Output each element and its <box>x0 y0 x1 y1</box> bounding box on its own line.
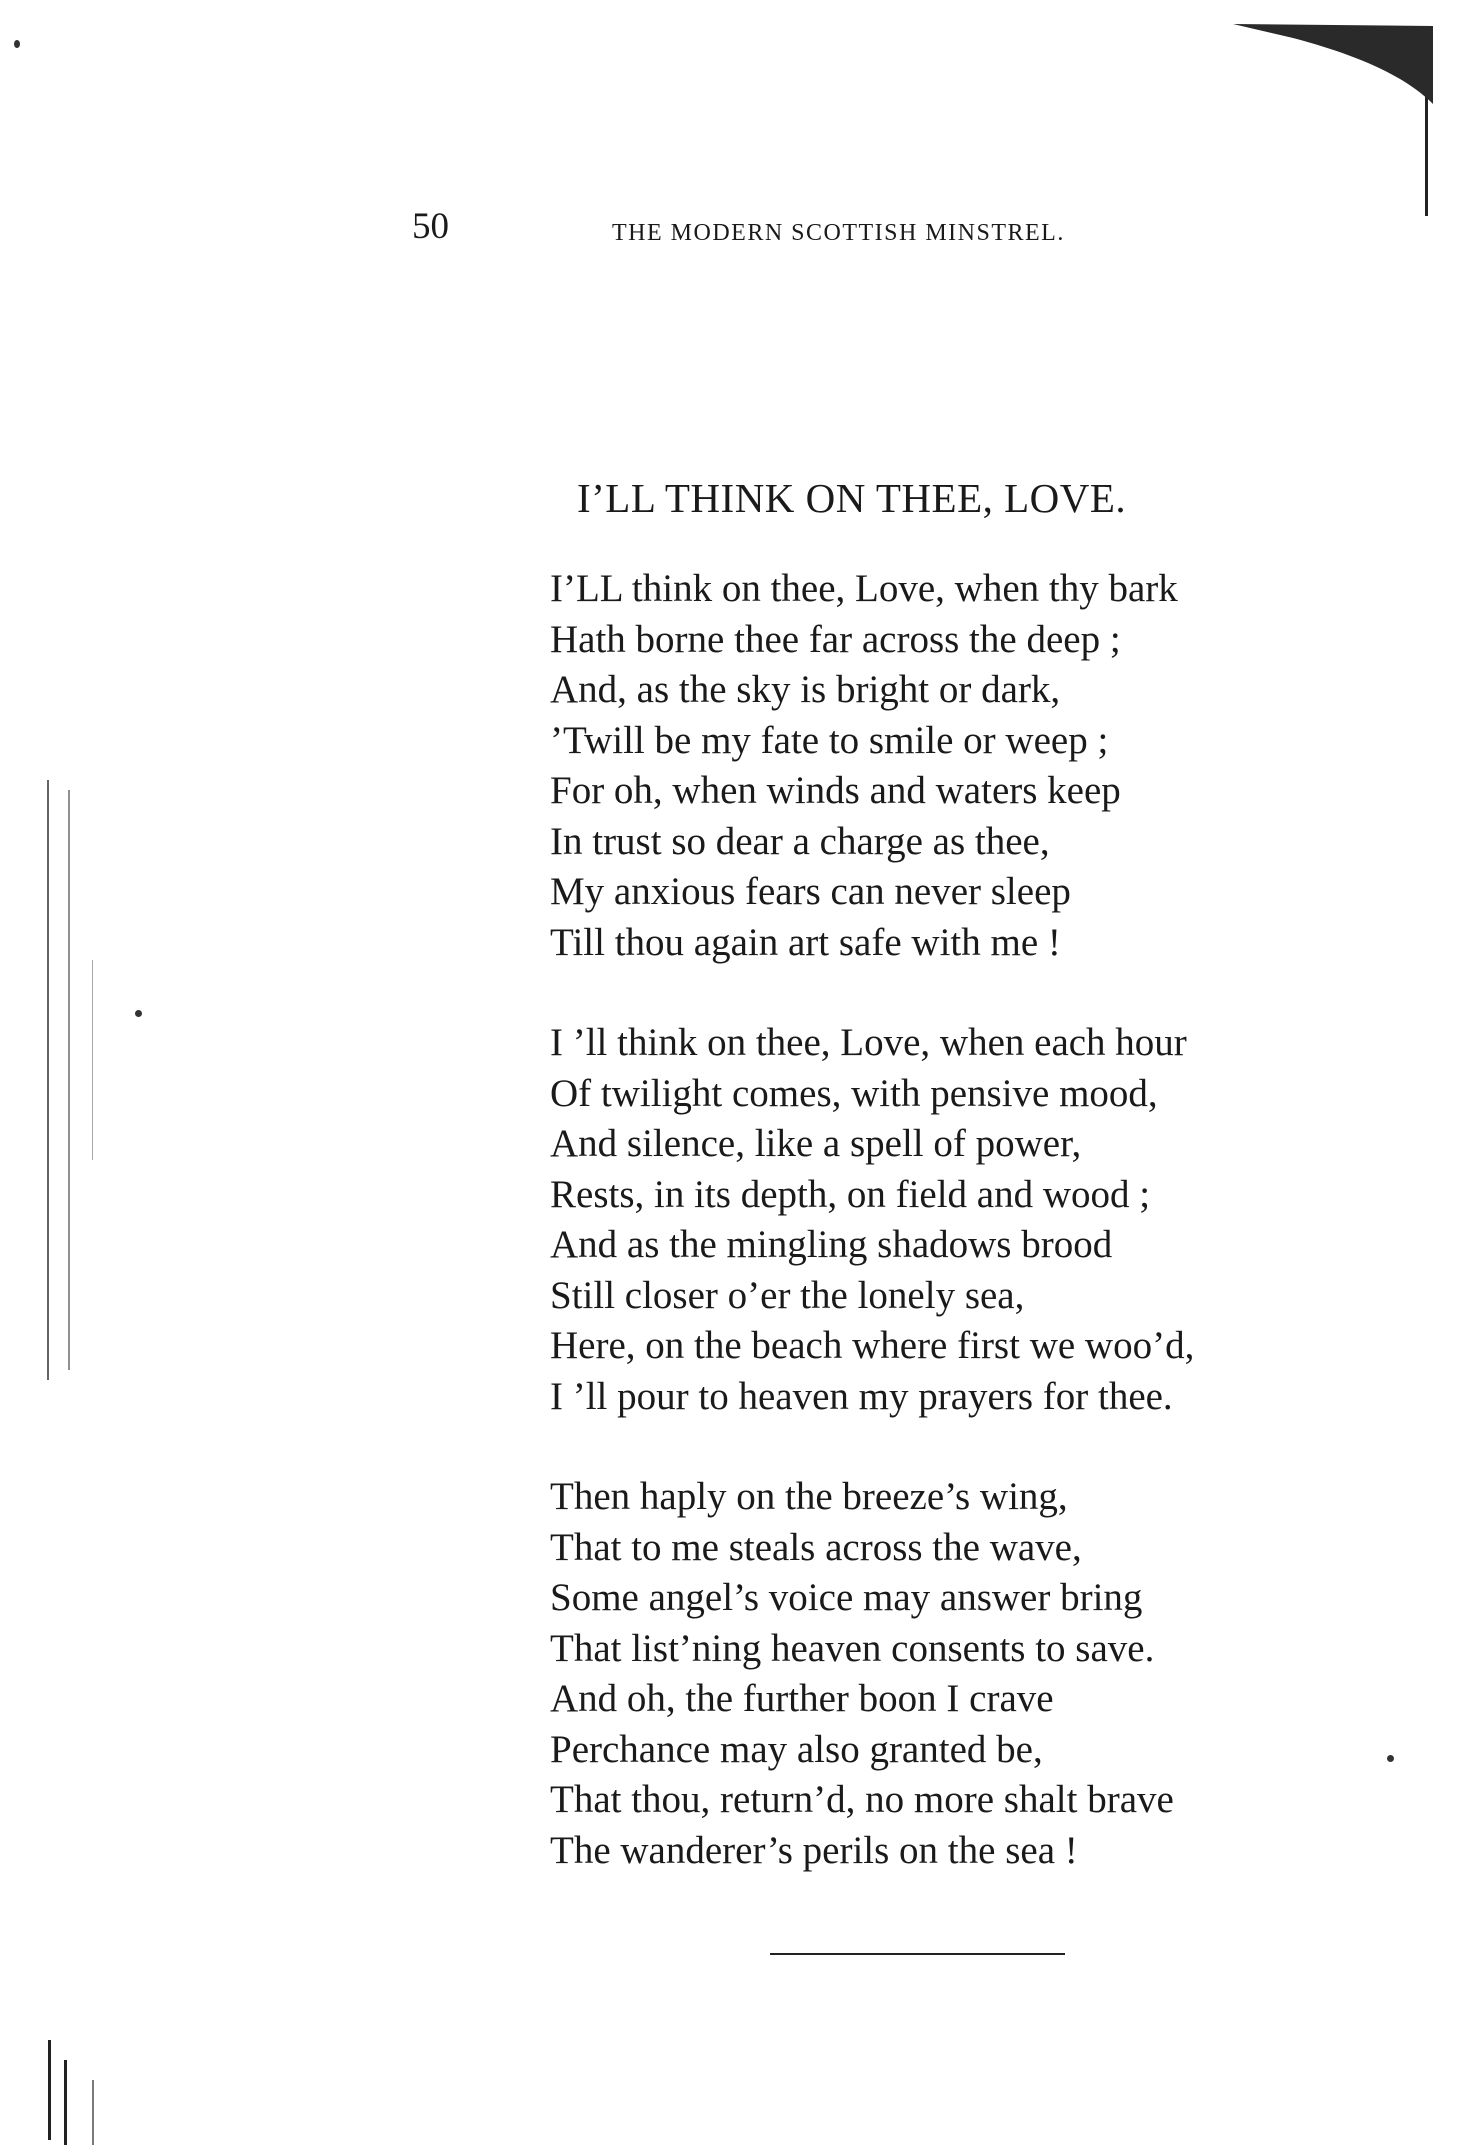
scan-margin-line-3 <box>92 960 93 1160</box>
poem-line: Some angel’s voice may answer bring <box>550 1576 1143 1619</box>
scan-margin-line-4 <box>48 2040 51 2140</box>
running-head: THE MODERN SCOTTISH MINSTREL. <box>612 220 1065 246</box>
poem-line: That thou, return’d, no more shalt brave <box>550 1778 1174 1821</box>
poem-title: I’LL THINK ON THEE, LOVE. <box>577 475 1127 521</box>
end-rule <box>770 1953 1065 1955</box>
page-number: 50 <box>412 206 449 247</box>
poem-line: The wanderer’s perils on the sea ! <box>550 1828 1078 1872</box>
stanza-1 <box>550 564 1350 968</box>
scan-margin-line-5 <box>64 2060 67 2145</box>
poem-line: Then haply on the breeze’s wing, <box>550 1475 1068 1518</box>
poem-line: Hath borne thee far across the deep ; <box>550 617 1121 661</box>
scan-speck <box>1387 1755 1394 1762</box>
scan-margin-line-2 <box>68 790 70 1370</box>
poem-line: And oh, the further boon I crave <box>550 1677 1054 1720</box>
stanza-3 <box>550 1472 1350 1876</box>
poem-line: Till thou again art safe with me ! <box>550 920 1061 964</box>
poem-line: And silence, like a spell of power, <box>550 1122 1082 1165</box>
poem-body <box>550 564 1350 1926</box>
poem-line: ’Twill be my fate to smile or weep ; <box>550 718 1109 762</box>
poem-line: That to me steals across the wave, <box>550 1525 1082 1569</box>
scan-margin-line-1 <box>47 780 49 1380</box>
scan-speck <box>135 1010 142 1017</box>
poem-line: For oh, when winds and waters keep <box>550 769 1121 812</box>
poem-line: I’LL think on thee, Love, when thy bark <box>550 567 1178 610</box>
poem-line: And as the mingling shadows brood <box>550 1223 1113 1266</box>
poem-line: That list’ning heaven consents to save. <box>550 1626 1155 1670</box>
stanza-2 <box>550 1018 1350 1422</box>
scan-margin-line-6 <box>92 2080 94 2145</box>
poem-line: Still closer o’er the lonely sea, <box>550 1273 1025 1317</box>
poem-line: Perchance may also granted be, <box>550 1727 1043 1771</box>
poem-line: And, as the sky is bright or dark, <box>550 668 1061 711</box>
scan-speck <box>14 40 20 48</box>
poem-line: Rests, in its depth, on field and wood ; <box>550 1172 1151 1216</box>
poem-line: I ’ll pour to heaven my prayers for thee. <box>550 1374 1173 1418</box>
poem-line: I ’ll think on thee, Love, when each hour <box>550 1021 1187 1064</box>
poem-line: My anxious fears can never sleep <box>550 870 1071 913</box>
poem-line: Of twilight comes, with pensive mood, <box>550 1071 1158 1115</box>
poem-line: Here, on the beach where first we woo’d, <box>550 1324 1195 1367</box>
scan-corner-shadow <box>1233 24 1433 234</box>
poem-line: In trust so dear a charge as thee, <box>550 819 1050 863</box>
